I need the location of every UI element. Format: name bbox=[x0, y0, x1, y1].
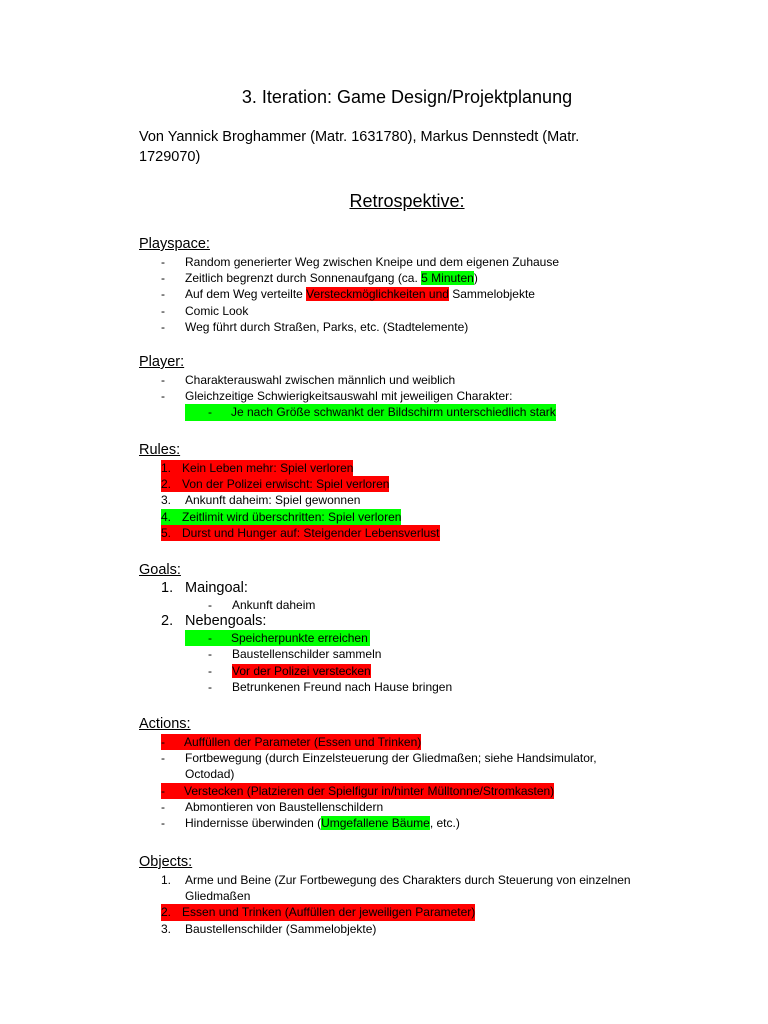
list-item bbox=[139, 254, 739, 270]
item-text: Random generierter Weg zwischen Kneipe und dem eigenen Zuhause bbox=[185, 255, 560, 269]
list-rules bbox=[139, 460, 739, 541]
list-item bbox=[139, 663, 739, 679]
list-item bbox=[139, 630, 739, 646]
highlight-red bbox=[161, 783, 554, 799]
bullet-marker: - bbox=[208, 647, 212, 662]
list-item bbox=[139, 815, 739, 831]
bullet-marker: - bbox=[161, 783, 165, 798]
section-actions bbox=[139, 715, 739, 831]
item-text: Betrunkenen Freund nach Hause bringen bbox=[232, 679, 453, 694]
list-item bbox=[139, 646, 739, 662]
heading-player: Player: bbox=[139, 354, 185, 370]
highlight-red bbox=[161, 904, 475, 920]
item-text: Abmontieren von Baustellenschildern bbox=[185, 799, 384, 814]
number-marker: 1. bbox=[161, 873, 172, 887]
item-text: Sammelobjekte bbox=[448, 287, 535, 302]
heading-rules: Rules: bbox=[139, 442, 181, 458]
list-item bbox=[139, 597, 739, 613]
number-marker: 1. bbox=[161, 580, 174, 596]
list-item bbox=[139, 783, 739, 799]
bullet-marker: - bbox=[161, 255, 165, 269]
bullet-marker: - bbox=[161, 319, 165, 334]
highlight-red bbox=[161, 476, 389, 492]
section-rules bbox=[139, 441, 739, 541]
bullet-marker: - bbox=[208, 663, 212, 678]
bullet-marker: - bbox=[161, 389, 165, 404]
bullet-marker: - bbox=[161, 373, 165, 387]
number-marker: 4. bbox=[161, 509, 172, 524]
highlight-red: Vor der Polizei verstecken bbox=[232, 663, 371, 678]
subtitle: Retrospektive: bbox=[349, 191, 465, 211]
list-player bbox=[139, 372, 739, 421]
highlight-green: 5 Minuten bbox=[421, 271, 474, 286]
heading-goals: Goals: bbox=[139, 562, 181, 578]
bullet-marker: - bbox=[208, 631, 212, 646]
list-item bbox=[139, 303, 739, 319]
list-item bbox=[139, 509, 739, 525]
heading-actions: Actions: bbox=[139, 716, 191, 732]
highlight-red: Versteckmöglichkeiten und bbox=[306, 287, 449, 302]
bullet-marker: - bbox=[208, 405, 212, 420]
section-goals bbox=[139, 561, 739, 695]
item-text: Zeitlimit wird überschritten: Spiel verloren bbox=[182, 509, 402, 524]
list-item bbox=[139, 476, 739, 492]
bullet-marker: - bbox=[208, 598, 212, 612]
bullet-marker: - bbox=[161, 735, 165, 749]
section-playspace bbox=[139, 235, 739, 335]
highlight-green bbox=[185, 630, 370, 646]
list-item bbox=[139, 460, 739, 476]
section-player bbox=[139, 353, 739, 421]
list-item bbox=[139, 799, 739, 815]
item-text: Ankunft daheim bbox=[232, 598, 316, 612]
item-text: Baustellenschilder (Sammelobjekte) bbox=[185, 921, 377, 936]
item-text: Kein Leben mehr: Spiel verloren bbox=[182, 461, 354, 475]
list-item bbox=[139, 404, 739, 420]
list-item bbox=[139, 679, 739, 695]
item-text: Gleichzeitige Schwierigkeitsauswahl mit jeweiligen Charakter: bbox=[185, 389, 513, 404]
item-text: Auf dem Weg verteilte bbox=[185, 287, 307, 302]
bullet-marker: - bbox=[161, 303, 165, 318]
list-actions bbox=[139, 734, 739, 831]
item-text: , etc.) bbox=[429, 816, 460, 831]
highlight-green: Umgefallene Bäume bbox=[321, 816, 430, 831]
list-item bbox=[139, 750, 739, 782]
highlight-red bbox=[161, 460, 353, 476]
item-text: Hindernisse überwinden ( bbox=[185, 816, 322, 831]
highlight-red bbox=[161, 734, 421, 750]
item-text: Zeitlich begrenzt durch Sonnenaufgang (ca. bbox=[185, 271, 422, 286]
authors-line: Von Yannick Broghammer (Matr. 1631780), Markus Dennstedt (Matr. 1729070) bbox=[139, 129, 580, 165]
bullet-marker: - bbox=[161, 751, 165, 766]
highlight-red bbox=[161, 525, 440, 541]
list-item bbox=[139, 319, 739, 335]
item-text: Baustellenschilder sammeln bbox=[232, 647, 382, 662]
item-text: Von der Polizei erwischt: Spiel verloren bbox=[182, 477, 390, 492]
number-marker: 2. bbox=[161, 477, 172, 492]
list-item bbox=[139, 525, 739, 541]
number-marker: 2. bbox=[161, 905, 172, 920]
list-item bbox=[139, 734, 739, 750]
number-marker: 3. bbox=[161, 921, 172, 936]
item-text: Charakterauswahl zwischen männlich und weiblich bbox=[185, 373, 456, 387]
bullet-marker: - bbox=[161, 287, 165, 302]
item-text: Fortbewegung (durch Einzelsteuerung der Gliedmaßen; siehe Handsimulator, Octodad) bbox=[185, 751, 597, 782]
list-item bbox=[139, 286, 739, 302]
list-item bbox=[139, 270, 739, 286]
list-item bbox=[139, 388, 739, 404]
list-item bbox=[139, 580, 739, 597]
page-title: 3. Iteration: Game Design/Projektplanung bbox=[241, 87, 573, 107]
item-text: ) bbox=[473, 271, 478, 286]
number-marker: 5. bbox=[161, 525, 172, 540]
item-text: Nebengoals: bbox=[185, 613, 267, 630]
list-item bbox=[139, 921, 739, 937]
item-text: Essen und Trinken (Auffüllen der jeweiligen Parameter) bbox=[182, 905, 476, 920]
list-item bbox=[139, 492, 739, 508]
list-item bbox=[139, 904, 739, 920]
highlight-green bbox=[185, 404, 556, 420]
item-text: Arme und Beine (Zur Fortbewegung des Charakters durch Steuerung von einzelnen Gliedmaßen bbox=[185, 873, 631, 904]
list-goals bbox=[139, 580, 739, 695]
list-objects bbox=[139, 872, 739, 937]
item-text: Comic Look bbox=[185, 303, 249, 318]
item-text: Weg führt durch Straßen, Parks, etc. (Stadtelemente) bbox=[185, 319, 469, 334]
item-text: Maingoal: bbox=[185, 580, 248, 596]
bullet-marker: - bbox=[208, 679, 212, 694]
item-text: Je nach Größe schwankt der Bildschirm unterschiedlich stark bbox=[231, 405, 556, 420]
item-text: Auffüllen der Parameter (Essen und Trinken) bbox=[184, 735, 422, 749]
bullet-marker: - bbox=[161, 816, 165, 831]
list-item bbox=[139, 613, 739, 630]
bullet-marker: - bbox=[161, 271, 165, 286]
number-marker: 1. bbox=[161, 461, 172, 475]
item-text: Speicherpunkte erreichen bbox=[231, 631, 368, 646]
highlight-green bbox=[161, 509, 401, 525]
list-playspace bbox=[139, 254, 739, 335]
number-marker: 2. bbox=[161, 613, 174, 630]
item-text: Durst und Hunger auf: Steigender Lebensverlust bbox=[182, 525, 440, 540]
section-objects bbox=[139, 853, 739, 937]
bullet-marker: - bbox=[161, 799, 165, 814]
item-text: Ankunft daheim: Spiel gewonnen bbox=[185, 493, 361, 508]
item-text: Verstecken (Platzieren der Spielfigur in/hinter Mülltonne/Stromkasten) bbox=[184, 783, 555, 798]
number-marker: 3. bbox=[161, 493, 172, 508]
list-item bbox=[139, 872, 739, 904]
list-item bbox=[139, 372, 739, 388]
heading-objects: Objects: bbox=[139, 854, 193, 870]
heading-playspace: Playspace: bbox=[139, 236, 210, 252]
